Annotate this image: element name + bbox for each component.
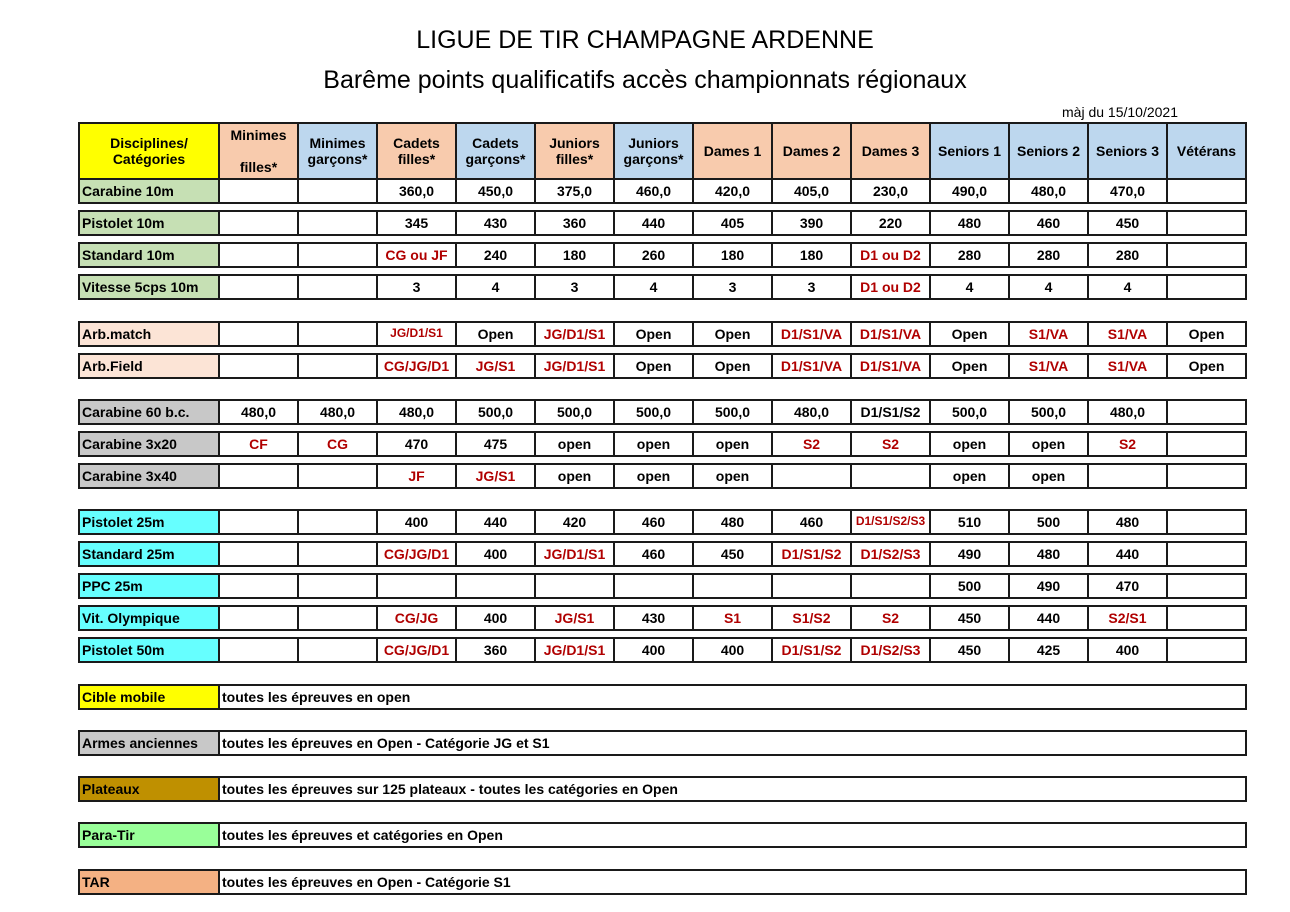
table-row <box>79 211 1246 235</box>
score-cell: 500,0 <box>535 400 614 424</box>
score-cell: Open <box>930 354 1009 378</box>
table-row <box>79 638 1246 662</box>
score-cell: 440 <box>1009 606 1088 630</box>
discipline-table <box>78 463 1247 489</box>
score-cell <box>1167 542 1246 566</box>
score-cell: S1 <box>693 606 772 630</box>
score-cell <box>1167 243 1246 267</box>
footer-table <box>78 776 1247 802</box>
score-cell <box>298 574 377 598</box>
rule-text: toutes les épreuves en open <box>219 685 1246 709</box>
score-cell <box>298 638 377 662</box>
score-cell: JG/D1/S1 <box>535 542 614 566</box>
score-cell: 3 <box>772 275 851 299</box>
table-row <box>79 275 1246 299</box>
header-category: Vétérans <box>1167 123 1246 179</box>
score-cell: Open <box>693 322 772 346</box>
discipline-label: Pistolet 50m <box>79 638 219 662</box>
score-cell <box>1167 606 1246 630</box>
score-cell: 220 <box>851 211 930 235</box>
score-cell: 440 <box>456 510 535 534</box>
score-cell: CG/JG/D1 <box>377 354 456 378</box>
discipline-table <box>78 353 1247 379</box>
discipline-label: Pistolet 25m <box>79 510 219 534</box>
score-cell <box>1167 211 1246 235</box>
header-category: Juniors filles* <box>535 123 614 179</box>
score-cell <box>693 574 772 598</box>
table-row <box>79 777 1246 801</box>
score-cell: 450 <box>930 638 1009 662</box>
score-cell <box>772 574 851 598</box>
score-cell <box>851 574 930 598</box>
discipline-label: TAR <box>79 870 219 894</box>
score-cell: 420 <box>535 510 614 534</box>
score-cell: 3 <box>535 275 614 299</box>
score-cell: CG/JG/D1 <box>377 638 456 662</box>
score-cell: Open <box>614 322 693 346</box>
score-cell: 400 <box>1088 638 1167 662</box>
discipline-label: Para-Tir <box>79 823 219 847</box>
score-cell: D1/S2/S3 <box>851 638 930 662</box>
header-row <box>79 123 1246 179</box>
score-cell: Open <box>456 322 535 346</box>
score-cell: 470 <box>377 432 456 456</box>
score-cell: 4 <box>1009 275 1088 299</box>
score-cell: 480 <box>693 510 772 534</box>
score-cell: 400 <box>456 542 535 566</box>
score-cell <box>1167 275 1246 299</box>
score-cell: open <box>930 432 1009 456</box>
score-cell: 400 <box>377 510 456 534</box>
score-cell: 4 <box>614 275 693 299</box>
score-cell: JG/S1 <box>456 464 535 488</box>
score-cell: JG/D1/S1 <box>377 322 456 346</box>
score-cell: 475 <box>456 432 535 456</box>
score-cell <box>377 574 456 598</box>
table-row <box>79 354 1246 378</box>
score-cell: 3 <box>377 275 456 299</box>
score-cell <box>298 275 377 299</box>
score-cell: 450,0 <box>456 179 535 203</box>
score-cell: 360 <box>456 638 535 662</box>
discipline-table <box>78 399 1247 425</box>
score-cell <box>219 243 298 267</box>
score-cell: Open <box>1167 322 1246 346</box>
score-cell: D1/S1/VA <box>772 322 851 346</box>
score-cell: 480 <box>1009 542 1088 566</box>
score-cell: S1/VA <box>1009 322 1088 346</box>
score-cell: Open <box>614 354 693 378</box>
score-cell: 280 <box>930 243 1009 267</box>
header-category: Cadets garçons* <box>456 123 535 179</box>
score-cell: D1 ou D2 <box>851 275 930 299</box>
score-cell <box>219 179 298 203</box>
score-cell: 375,0 <box>535 179 614 203</box>
discipline-table <box>78 178 1247 204</box>
score-cell <box>219 211 298 235</box>
discipline-label: Carabine 60 b.c. <box>79 400 219 424</box>
score-cell <box>298 464 377 488</box>
score-cell: 480,0 <box>377 400 456 424</box>
score-cell: 3 <box>693 275 772 299</box>
score-cell: 230,0 <box>851 179 930 203</box>
score-cell <box>298 542 377 566</box>
rule-text: toutes les épreuves sur 125 plateaux - toutes les catégories en Open <box>219 777 1246 801</box>
score-cell: 460 <box>614 542 693 566</box>
score-cell: CG/JG/D1 <box>377 542 456 566</box>
score-cell: 470,0 <box>1088 179 1167 203</box>
discipline-label: Carabine 3x40 <box>79 464 219 488</box>
discipline-table <box>78 509 1247 535</box>
score-cell: S1/VA <box>1088 322 1167 346</box>
header-disciplines: Disciplines/ Catégories <box>79 123 219 179</box>
score-cell <box>219 464 298 488</box>
score-cell: 510 <box>930 510 1009 534</box>
score-cell: 4 <box>930 275 1009 299</box>
score-cell <box>1167 574 1246 598</box>
score-cell: D1/S1/VA <box>851 322 930 346</box>
score-cell: 420,0 <box>693 179 772 203</box>
score-cell: CF <box>219 432 298 456</box>
score-cell <box>219 354 298 378</box>
score-cell <box>298 179 377 203</box>
discipline-table <box>78 321 1247 347</box>
score-cell: 450 <box>930 606 1009 630</box>
score-cell <box>219 322 298 346</box>
score-cell: D1/S2/S3 <box>851 542 930 566</box>
score-cell <box>219 574 298 598</box>
score-cell: open <box>693 464 772 488</box>
score-cell: 470 <box>1088 574 1167 598</box>
score-cell: 360 <box>535 211 614 235</box>
table-row <box>79 606 1246 630</box>
score-cell: Open <box>1167 354 1246 378</box>
score-cell: 400 <box>693 638 772 662</box>
score-cell: 490 <box>1009 574 1088 598</box>
score-cell: 490 <box>930 542 1009 566</box>
discipline-table <box>78 431 1247 457</box>
score-cell: 500,0 <box>930 400 1009 424</box>
score-cell: 180 <box>693 243 772 267</box>
score-cell: 405 <box>693 211 772 235</box>
score-cell: 480,0 <box>772 400 851 424</box>
table-row <box>79 432 1246 456</box>
score-cell <box>456 574 535 598</box>
table-row <box>79 243 1246 267</box>
discipline-label: Plateaux <box>79 777 219 801</box>
discipline-label: Vit. Olympique <box>79 606 219 630</box>
score-cell: JG/S1 <box>456 354 535 378</box>
header-category: Seniors 2 <box>1009 123 1088 179</box>
score-cell: D1/S1/S2 <box>772 542 851 566</box>
footer-table <box>78 822 1247 848</box>
score-cell: S2 <box>1088 432 1167 456</box>
score-cell: CG ou JF <box>377 243 456 267</box>
table-row <box>79 400 1246 424</box>
score-cell: 460 <box>1009 211 1088 235</box>
score-cell: 280 <box>1009 243 1088 267</box>
discipline-label: Vitesse 5cps 10m <box>79 275 219 299</box>
discipline-label: Standard 25m <box>79 542 219 566</box>
discipline-table <box>78 573 1247 599</box>
score-cell: S2 <box>851 432 930 456</box>
score-cell: D1/S1/VA <box>851 354 930 378</box>
score-cell: 450 <box>1088 211 1167 235</box>
rule-text: toutes les épreuves en Open - Catégorie JG et S1 <box>219 731 1246 755</box>
header-category: Minimes garçons* <box>298 123 377 179</box>
score-cell: 345 <box>377 211 456 235</box>
header-category: Seniors 1 <box>930 123 1009 179</box>
score-cell: JG/D1/S1 <box>535 322 614 346</box>
score-cell <box>1167 432 1246 456</box>
score-cell: 500,0 <box>456 400 535 424</box>
score-cell: Open <box>693 354 772 378</box>
score-cell: 430 <box>456 211 535 235</box>
score-cell: 260 <box>614 243 693 267</box>
score-cell <box>1167 638 1246 662</box>
score-cell: D1/S1/S2 <box>772 638 851 662</box>
score-cell: 460,0 <box>614 179 693 203</box>
discipline-label: Arb.match <box>79 322 219 346</box>
score-cell <box>1167 179 1246 203</box>
discipline-table <box>78 242 1247 268</box>
table-header <box>78 122 1247 180</box>
discipline-table <box>78 210 1247 236</box>
score-cell: JG/D1/S1 <box>535 638 614 662</box>
score-cell <box>1167 510 1246 534</box>
table-row <box>79 574 1246 598</box>
score-cell: 480 <box>930 211 1009 235</box>
score-cell: S1/VA <box>1088 354 1167 378</box>
score-cell: D1/S1/S2 <box>851 400 930 424</box>
score-cell: S1/S2 <box>772 606 851 630</box>
score-cell: 480,0 <box>1088 400 1167 424</box>
header-category: Juniors garçons* <box>614 123 693 179</box>
score-cell: open <box>930 464 1009 488</box>
score-cell: open <box>1009 464 1088 488</box>
score-cell: 500,0 <box>614 400 693 424</box>
score-cell <box>219 275 298 299</box>
footer-table <box>78 684 1247 710</box>
score-cell: open <box>535 464 614 488</box>
update-date: màj du 15/10/2021 <box>1062 104 1178 120</box>
score-cell <box>535 574 614 598</box>
score-cell: 390 <box>772 211 851 235</box>
discipline-label: PPC 25m <box>79 574 219 598</box>
score-cell <box>298 322 377 346</box>
discipline-label: Cible mobile <box>79 685 219 709</box>
score-cell: 4 <box>1088 275 1167 299</box>
table-row <box>79 870 1246 894</box>
score-cell: 425 <box>1009 638 1088 662</box>
score-cell: 400 <box>614 638 693 662</box>
score-cell <box>298 606 377 630</box>
score-cell: 500,0 <box>693 400 772 424</box>
score-cell: S2 <box>772 432 851 456</box>
score-cell: 480,0 <box>298 400 377 424</box>
footer-table <box>78 730 1247 756</box>
score-cell <box>851 464 930 488</box>
score-cell <box>614 574 693 598</box>
score-cell: 360,0 <box>377 179 456 203</box>
score-cell: S2 <box>851 606 930 630</box>
score-cell: 500,0 <box>1009 400 1088 424</box>
table-row <box>79 510 1246 534</box>
discipline-table <box>78 541 1247 567</box>
score-cell <box>298 354 377 378</box>
score-cell: 400 <box>456 606 535 630</box>
score-cell: JG/D1/S1 <box>535 354 614 378</box>
score-cell: 4 <box>456 275 535 299</box>
table-row <box>79 464 1246 488</box>
score-cell: 430 <box>614 606 693 630</box>
table-row <box>79 685 1246 709</box>
discipline-label: Arb.Field <box>79 354 219 378</box>
table-row <box>79 322 1246 346</box>
header-category: Dames 3 <box>851 123 930 179</box>
table-row <box>79 179 1246 203</box>
score-cell: 490,0 <box>930 179 1009 203</box>
score-cell: open <box>614 432 693 456</box>
page-subtitle: Barême points qualificatifs accès championnats régionaux <box>323 66 967 94</box>
discipline-label: Carabine 3x20 <box>79 432 219 456</box>
score-cell <box>1167 400 1246 424</box>
score-cell <box>219 638 298 662</box>
score-cell: 280 <box>1088 243 1167 267</box>
score-cell <box>219 606 298 630</box>
discipline-table <box>78 605 1247 631</box>
score-cell: 240 <box>456 243 535 267</box>
score-cell: 450 <box>693 542 772 566</box>
score-cell <box>1167 464 1246 488</box>
score-cell: S2/S1 <box>1088 606 1167 630</box>
score-cell: D1 ou D2 <box>851 243 930 267</box>
score-cell <box>298 243 377 267</box>
footer-table <box>78 869 1247 895</box>
header-category: Seniors 3 <box>1088 123 1167 179</box>
discipline-table <box>78 637 1247 663</box>
score-cell: CG <box>298 432 377 456</box>
rule-text: toutes les épreuves et catégories en Open <box>219 823 1246 847</box>
score-cell: 480,0 <box>219 400 298 424</box>
score-cell: 180 <box>772 243 851 267</box>
header-category: Cadets filles* <box>377 123 456 179</box>
score-cell: open <box>693 432 772 456</box>
score-cell: 460 <box>614 510 693 534</box>
discipline-label: Carabine 10m <box>79 179 219 203</box>
score-cell: 440 <box>614 211 693 235</box>
table-row <box>79 542 1246 566</box>
score-cell <box>219 510 298 534</box>
score-cell <box>298 211 377 235</box>
table-row <box>79 731 1246 755</box>
score-cell: 180 <box>535 243 614 267</box>
score-cell <box>1088 464 1167 488</box>
score-cell <box>298 510 377 534</box>
discipline-label: Armes anciennes <box>79 731 219 755</box>
score-cell: Open <box>930 322 1009 346</box>
score-cell <box>772 464 851 488</box>
score-cell: open <box>614 464 693 488</box>
discipline-label: Pistolet 10m <box>79 211 219 235</box>
discipline-table <box>78 274 1247 300</box>
score-cell: 500 <box>1009 510 1088 534</box>
header-category: Minimes filles* <box>219 123 298 179</box>
score-cell: open <box>1009 432 1088 456</box>
score-cell: JF <box>377 464 456 488</box>
table-row <box>79 823 1246 847</box>
score-cell: 440 <box>1088 542 1167 566</box>
score-cell <box>219 542 298 566</box>
score-cell: 500 <box>930 574 1009 598</box>
score-cell: CG/JG <box>377 606 456 630</box>
score-cell: S1/VA <box>1009 354 1088 378</box>
header-category: Dames 1 <box>693 123 772 179</box>
score-cell: open <box>535 432 614 456</box>
score-cell: 480 <box>1088 510 1167 534</box>
score-cell: 480,0 <box>1009 179 1088 203</box>
page-title: LIGUE DE TIR CHAMPAGNE ARDENNE <box>416 26 874 54</box>
score-cell: D1/S1/S2/S3 <box>851 510 930 534</box>
score-cell: 460 <box>772 510 851 534</box>
score-cell: 405,0 <box>772 179 851 203</box>
discipline-label: Standard 10m <box>79 243 219 267</box>
score-cell: D1/S1/VA <box>772 354 851 378</box>
header-category: Dames 2 <box>772 123 851 179</box>
score-cell: JG/S1 <box>535 606 614 630</box>
rule-text: toutes les épreuves en Open - Catégorie S1 <box>219 870 1246 894</box>
